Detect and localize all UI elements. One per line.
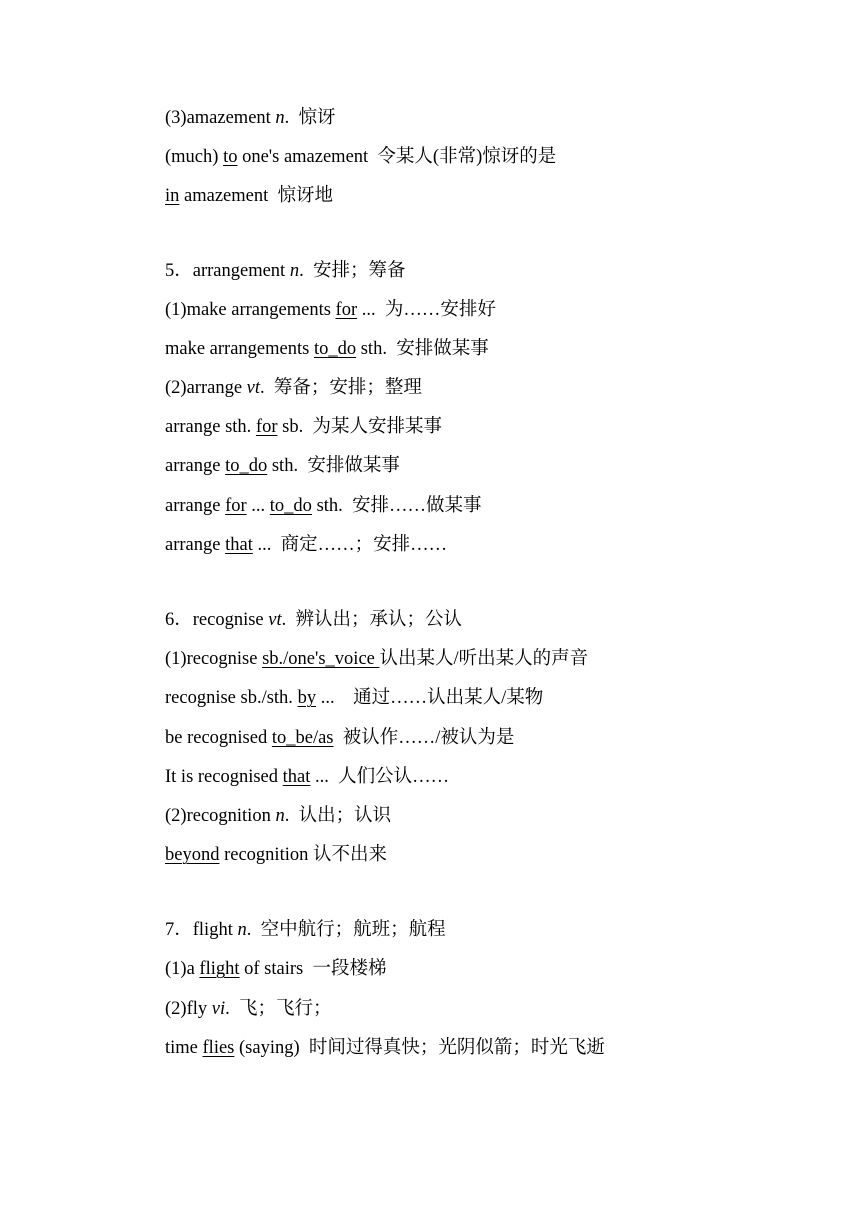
fill-in-answer: to_be/as: [271, 728, 334, 748]
line-text: of stairs 一段楼梯: [239, 959, 387, 979]
line-text: ... 为……安排好: [357, 300, 496, 320]
pos-label: n: [289, 261, 300, 281]
in-amazement-line: [165, 184, 333, 208]
line-text: . 空中航行；航班；航程: [246, 920, 446, 940]
be-recognised-line: [165, 726, 514, 750]
fill-in-answer: flight: [199, 959, 240, 979]
flight-heading: [165, 918, 446, 942]
line-text: 认出某人/听出某人的声音: [379, 649, 589, 669]
line-text: amazement 惊讶地: [179, 186, 333, 206]
line-text: sth. 安排做某事: [356, 339, 489, 359]
flight-of-stairs-line: [165, 957, 386, 981]
much-to-ones-amazement-line: [165, 145, 556, 169]
line-text: . 辨认出；承认；公认: [281, 610, 463, 630]
fly-verb-line: [165, 997, 332, 1021]
time-flies-line: [165, 1036, 605, 1060]
line-text: 6．recognise: [165, 610, 269, 630]
fill-in-answer: to_do: [269, 496, 312, 516]
line-text: 5．arrangement: [165, 261, 290, 281]
line-text: (2)recognition: [165, 806, 276, 826]
line-text: . 认出；认识: [284, 806, 392, 826]
line-text: 7．flight: [165, 920, 238, 940]
line-text: (1)make arrangements: [165, 300, 336, 320]
fill-in-answer: sb./one's_voice: [262, 649, 380, 669]
line-text: 被认作……/被认为是: [333, 728, 515, 748]
line-text: arrange: [165, 496, 226, 516]
make-arrangements-to-do-line: [165, 337, 489, 361]
line-text: ... 商定……；安排……: [252, 535, 448, 555]
fill-in-answer: to: [223, 147, 238, 167]
line-text: (saying) 时间过得真快；光阴似箭；时光飞逝: [234, 1038, 605, 1058]
line-text: sth. 安排……做某事: [311, 496, 482, 516]
fill-in-answer: for: [225, 496, 247, 516]
arrangement-heading: [165, 259, 405, 283]
fill-in-answer: to_do: [313, 339, 357, 359]
fill-in-answer: beyond: [165, 845, 220, 865]
line-text: recognition 认不出来: [219, 845, 387, 865]
fill-in-answer: for: [335, 300, 358, 320]
pos-label: n: [237, 920, 247, 940]
beyond-recognition-line: [165, 843, 387, 867]
pos-label: vt: [268, 610, 282, 630]
line-text: arrange: [165, 535, 226, 555]
arrange-sth-for-sb-line: [165, 415, 442, 439]
recognise-by-line: [165, 686, 543, 710]
arrange-to-do-line: [165, 454, 400, 478]
line-text: . 惊讶: [284, 108, 336, 128]
arrange-for-to-do-line: [165, 494, 482, 518]
pos-label: vi: [211, 999, 226, 1019]
line-text: be recognised: [165, 728, 272, 748]
recognition-noun-line: [165, 804, 391, 828]
line-text: sth. 安排做某事: [267, 456, 400, 476]
fill-in-answer: by: [297, 688, 317, 708]
fill-in-answer: that: [225, 535, 253, 555]
pos-label: vt: [246, 378, 261, 398]
line-text: (2)arrange: [165, 378, 247, 398]
arrange-verb-line: [165, 376, 422, 400]
line-text: ...: [246, 496, 270, 516]
fill-in-answer: for: [255, 417, 278, 437]
line-text: . 飞；飞行；: [225, 999, 332, 1019]
line-text: arrange: [165, 456, 226, 476]
line-text: arrange sth.: [165, 417, 256, 437]
fill-in-answer: that: [282, 767, 311, 787]
line-text: (3)amazement: [165, 108, 276, 128]
make-arrangements-for-line: [165, 298, 496, 322]
line-text: (1)a: [165, 959, 200, 979]
line-text: (2)fly: [165, 999, 212, 1019]
line-text: (much): [165, 147, 224, 167]
line-text: time: [165, 1038, 203, 1058]
recognise-heading: [165, 608, 462, 632]
line-text: (1)recognise: [165, 649, 263, 669]
recognise-voice-line: [165, 647, 588, 671]
line-text: . 筹备；安排；整理: [260, 378, 422, 398]
pos-label: n: [275, 806, 285, 826]
it-is-recognised-line: [165, 765, 449, 789]
line-text: sb. 为某人安排某事: [277, 417, 442, 437]
fill-in-answer: flies: [202, 1038, 235, 1058]
line-text: one's amazement 令某人(非常)惊讶的是: [237, 147, 557, 167]
line-text: recognise sb./sth.: [165, 688, 298, 708]
line-text: ... 人们公认……: [310, 767, 450, 787]
fill-in-answer: in: [165, 186, 180, 206]
line-text: make arrangements: [165, 339, 314, 359]
pos-label: n: [275, 108, 285, 128]
arrange-that-line: [165, 533, 447, 557]
fill-in-answer: to_do: [225, 456, 268, 476]
amazement-noun-line: [165, 106, 336, 130]
line-text: ... 通过……认出某人/某物: [316, 688, 544, 708]
line-text: It is recognised: [165, 767, 283, 787]
line-text: . 安排；筹备: [299, 261, 406, 281]
